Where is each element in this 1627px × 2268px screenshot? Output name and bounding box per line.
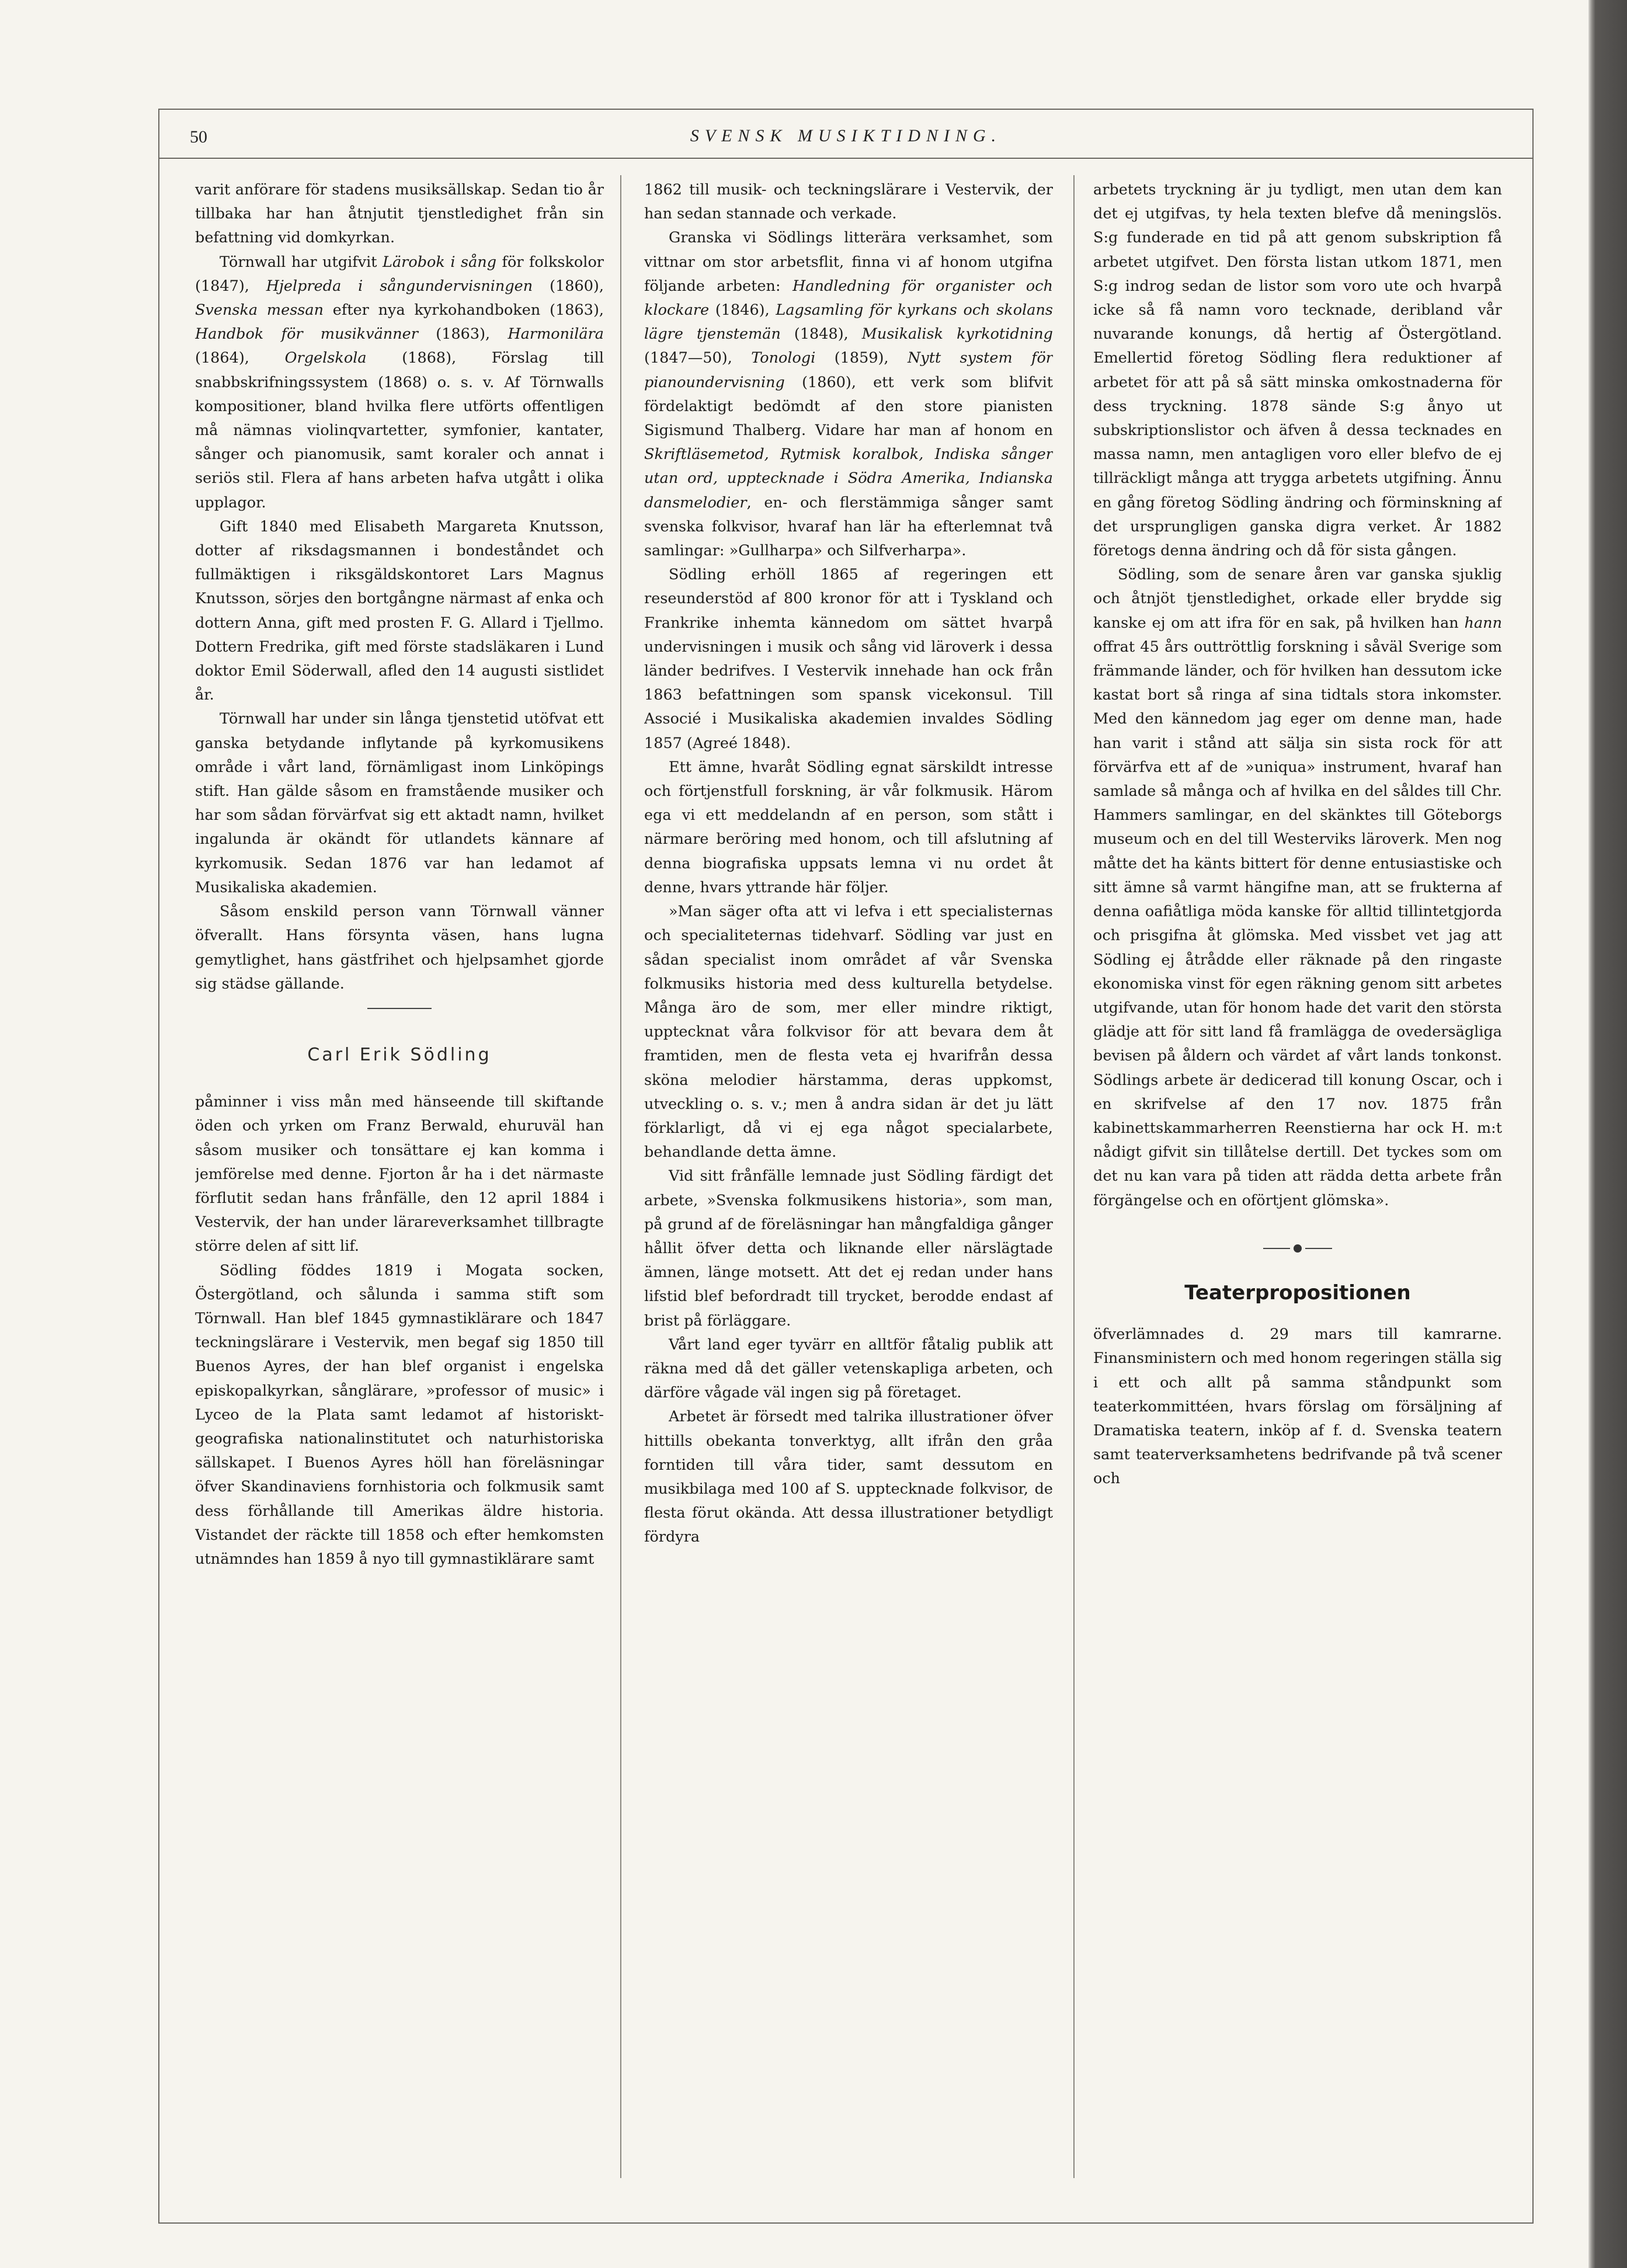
header-rule: [158, 158, 1534, 159]
paragraph: påminner i viss mån med hänseende till skiftande öden och yrken om Franz Berwald, ehuruväl han såsom musiker och tonsättare ej kan komma i jemförelse med denne. Fjorton år ha i det närmaste förflutit sedan hans frånfälle, den 12 april 1884 i Vestervik, der han under lärareverksamhet tillbragte större delen af sitt lif.: [195, 1093, 604, 1255]
column-divider-2: [1073, 175, 1075, 2178]
paragraph: Gift 1840 med Elisabeth Margareta Knutsson, dotter af riksdagsmannen i bondeståndet och fullmäktigen i riksgäldskontoret Lars Magnus Knutsson, sörjes den bortgångne närmast af enka och dottern Anna, gift med prosten F. G. Allard i Tjellmo. Dottern Fredrika, gift med förste stadsläkaren i Lund doktor Emil Söderwall, afled den 14 augusti sistlidet år.: [195, 517, 604, 704]
section-heading-teaterpropositionen: Teaterpropositionen: [1184, 1281, 1411, 1305]
page-number: 50: [190, 127, 207, 147]
paragraph: arbetets tryckning är ju tydligt, men utan dem kan det ej utgifvas, ty hela texten blefve då meningslös. S:g funderade en tid på att genom subskription få arbetet utgifvet. Den första listan utkom 1871, men S:g indrog sedan de listor som voro ute och hvarpå icke så få namn voro tecknade, deribland vår nuvarande konungs, då hertig af Östergötland. Emellertid företog Södling flera reduktioner af arbetet för att på så sätt minska omkostnaderna för dess tryckning. 1878 sände S:g ånyo ut subskriptionslistor och äfven å dessa tecknades en massa namn, men antagligen voro eller blefvo de ej tillräckligt många att trygga arbetets utgifning. Ännu en gång företog Södling ändring och förminskning af det ursprungligen ganska digra verket. År 1882 företogs denna ändring och då för sista gången.: [1093, 181, 1502, 560]
paragraph: Vid sitt frånfälle lemnade just Södling färdigt det arbete, »Svenska folkmusikens historia», som man, på grund af de föreläsningar han mångfaldiga gånger hållit öfver detta och liknande eller närslägtade ämnen, länge motsett. Att det ej redan under hans lifstid blef befordradt till trycket, berodde endast af brist på förläggare.: [644, 1167, 1053, 1330]
paragraph: 1862 till musik- och teckningslärare i Vestervik, der han sedan stannade och verkade.: [644, 181, 1053, 223]
section-divider: [367, 1008, 432, 1009]
page-header: [158, 114, 1534, 155]
paragraph: Ett ämne, hvaråt Södling egnat särskildt intresse och förtjenstfull forskning, är vår folkmusik. Härom ega vi ett meddelandn af en person, som stått i närmare beröring med honom, och till afslutning af denna biografiska uppsats lemna vi nu ordet åt denne, hvars yttrande här följer.: [644, 758, 1053, 896]
paragraph: Såsom enskild person vann Törnwall vänner öfverallt. Hans försynta väsen, hans lugna gemytlighet, hans gästfrihet och hjelpsamhet gjorde sig städse gällande.: [195, 903, 604, 993]
paragraph: varit anförare för stadens musiksällskap. Sedan tio år tillbaka har han åtnjutit tjenstledighet från sin befattning vid domkyrkan.: [195, 181, 604, 247]
paragraph: Vårt land eger tyvärr en alltför fåtalig publik att räkna med då det gäller vetenskapliga arbeten, och därföre vågade väl ingen sig på företaget.: [644, 1335, 1053, 1402]
column-divider-1: [620, 175, 621, 2178]
paragraph: Södling, som de senare åren var ganska sjuklig och åtnjöt tjenstledighet, orkade eller brydde sig kanske ej om att ifra för en sak, på hvilken han hann offrat 45 års outtröttlig forskning i såväl Sverige som främmande länder, och för hvilken han dessutom icke kastat bort så ringa af sina tidtals stora inkomster. Med den kännedom jag eger om denne man, hade han varit i stånd att sälja sin sista rock för att förvärfva ett af de »uniqua» instrument, hvaraf han samlade så många och af hvilka en del såldes till Chr. Hammers samlingar, en del skänktes till Göteborgs museum och en del till Westerviks läroverk. Men nog måtte det ha känts bittert för denne entusiastiske och sitt ämne så varmt hängifne man, att se frukterna af denna oafiåtliga möda kanske för alltid tillintetgjorda och prisgifna åt glömska. Med vissbet vet jag att Södling ej åtrådde eller räknade på den ringaste ekonomiska vinst för egen räkning genom sitt arbetes utgifvande, utan för honom hade det varit den största glädje att för sitt land få framlägga de ovedersägliga bevisen på åldern och värdet af vårt lands tonkonst. Södlings arbete är dedicerad till konung Oscar, och i en skrifvelse af den 17 nov. 1875 från kabinettskammarherren Reenstierna har ock H. m:t nådigt gifvit sin tillåtelse dertill. Det tyckes som om det nu kan vara på tiden att rädda detta arbete från förgängelse och en oförtjent glömska».: [1093, 566, 1502, 1209]
paragraph: Törnwall har utgifvit Lärobok i sång för folkskolor (1847), Hjelpreda i sångundervisningen (1860), Svenska messan efter nya kyrkohandboken (1863), Handbok för musikvänner (1863), Harmonilära (1864), Orgelskola (1868), Förslag till snabbskrifningssystem (1868) o. s. v. Af Törnwalls kompositioner, bland hvilka flere utförts offentligen må nämnas violinqvartetter, symfonier, kantater, sånger och pianomusik, samt koraler och annat i seriös stil. Flera af hans arbeten hafva utgått i olika upplagor.: [195, 253, 604, 512]
paragraph: Södling erhöll 1865 af regeringen ett reseunderstöd af 800 kronor för att i Tyskland och Frankrike inhemta kännedom om sättet hvarpå undervisningen i musik och sång vid läroverk i dessa länder bedrifves. I Vestervik innehade han ock från 1863 befattningen som spansk vicekonsul. Till Associé i Musikaliska akademien invaldes Södling 1857 (Agreé 1848).: [644, 566, 1053, 752]
paragraph: Södling föddes 1819 i Mogata socken, Östergötland, och sålunda i samma stift som Törnwall. Han blef 1845 gymnastiklärare och 1847 teckningslärare i Vestervik, men begaf sig 1850 till Buenos Ayres, der han blef organist i engelska episkopalkyrkan, sånglärare, »professor of music» i Lyceo de la Plata samt ledamot af historiskt-geografiska nationalinstitutet och naturhistoriska sällskapet. I Buenos Ayres höll han föreläsningar öfver Skandinaviens fornhistoria och folkmusik samt dess förhållande till Amerikas äldre historia. Vistandet der räckte till 1858 och efter hemkomsten utnämndes han 1859 å nyo till gymnastiklärare samt: [195, 1261, 604, 1568]
column-3: [1093, 178, 1502, 2175]
paragraph: öfverlämnades d. 29 mars till kamrarne. Finansministern och med honom regeringen ställa sig i ett och allt på samma ståndpunkt som teaterkommittéen, hvars förslag om försäljning af Dramatiska teatern, inköp af f. d. Svenska teatern samt teaterverksamhetens bedrifvande på två scener och: [1093, 1326, 1502, 1488]
paragraph: »Man säger ofta att vi lefva i ett specialisternas och specialiteternas tidehvarf. Södling var just en sådan specialist inom området af vår Svenska folkmusiks historia med dess kulturella betydelse. Många äro de som, mer eller mindre riktigt, upptecknat våra folkvisor för att bevara dem åt framtiden, men de flesta veta ej hvarifrån dessa sköna melodier härstamma, deras uppkomst, utveckling o. s. v.; men å andra sidan är det ju lätt förklarligt, då vi ej ega något specialarbete, behandlande detta ämne.: [644, 903, 1053, 1161]
section-heading-sodling: Carl Erik Södling: [307, 1044, 492, 1065]
column-1: [195, 178, 604, 2175]
paragraph: Arbetet är försedt med talrika illustrationer öfver hittills obekanta tonverktyg, allt ifrån den gråa forntiden till våra tider, samt dessutom en musikbilaga med 100 af S. upptecknade folkvisor, de flesta förut okända. Att dessa illustrationer betydligt fördyra: [644, 1408, 1053, 1546]
paragraph: Granska vi Södlings litterära verksamhet, som vittnar om stor arbetsflit, finna vi af honom utgifna följande arbeten: Handledning för organister och klockare (1846), Lagsamling för kyrkans och skolans lägre tjenstemän (1848), Musikalisk kyrkotidning (1847—50), Tonologi (1859), Nytt system för pianoundervisning (1860), ett verk som blifvit fördelaktigt bedömdt af den store pianisten Sigismund Thalberg. Vidare har man af honom en Skriftläsemetod, Rytmisk koralbok, Indiska sånger utan ord, upptecknade i Södra Amerika, Indianska dansmelodier, en- och flerstämmiga sånger samt svenska folkvisor, hvaraf han lär ha efterlemnat två samlingar: »Gullharpa» och Silfverharpa».: [644, 229, 1053, 560]
page-edge-shadow: [1588, 0, 1627, 2268]
running-title: SVENSK MUSIKTIDNING.: [690, 126, 1002, 145]
ornament-divider: [1093, 1236, 1502, 1260]
column-2: [644, 178, 1053, 2175]
paragraph: Törnwall har under sin långa tjenstetid utöfvat ett ganska betydande inflytande på kyrkomusikens område i vårt land, förnämligast inom Linköpings stift. Han gälde såsom en framstående musiker och har som sådan förvärfvat sig ett aktadt namn, hvilket ingalunda är okändt för utlandets kännare af kyrkomusik. Sedan 1876 var han ledamot af Musikaliska akademien.: [195, 710, 604, 896]
